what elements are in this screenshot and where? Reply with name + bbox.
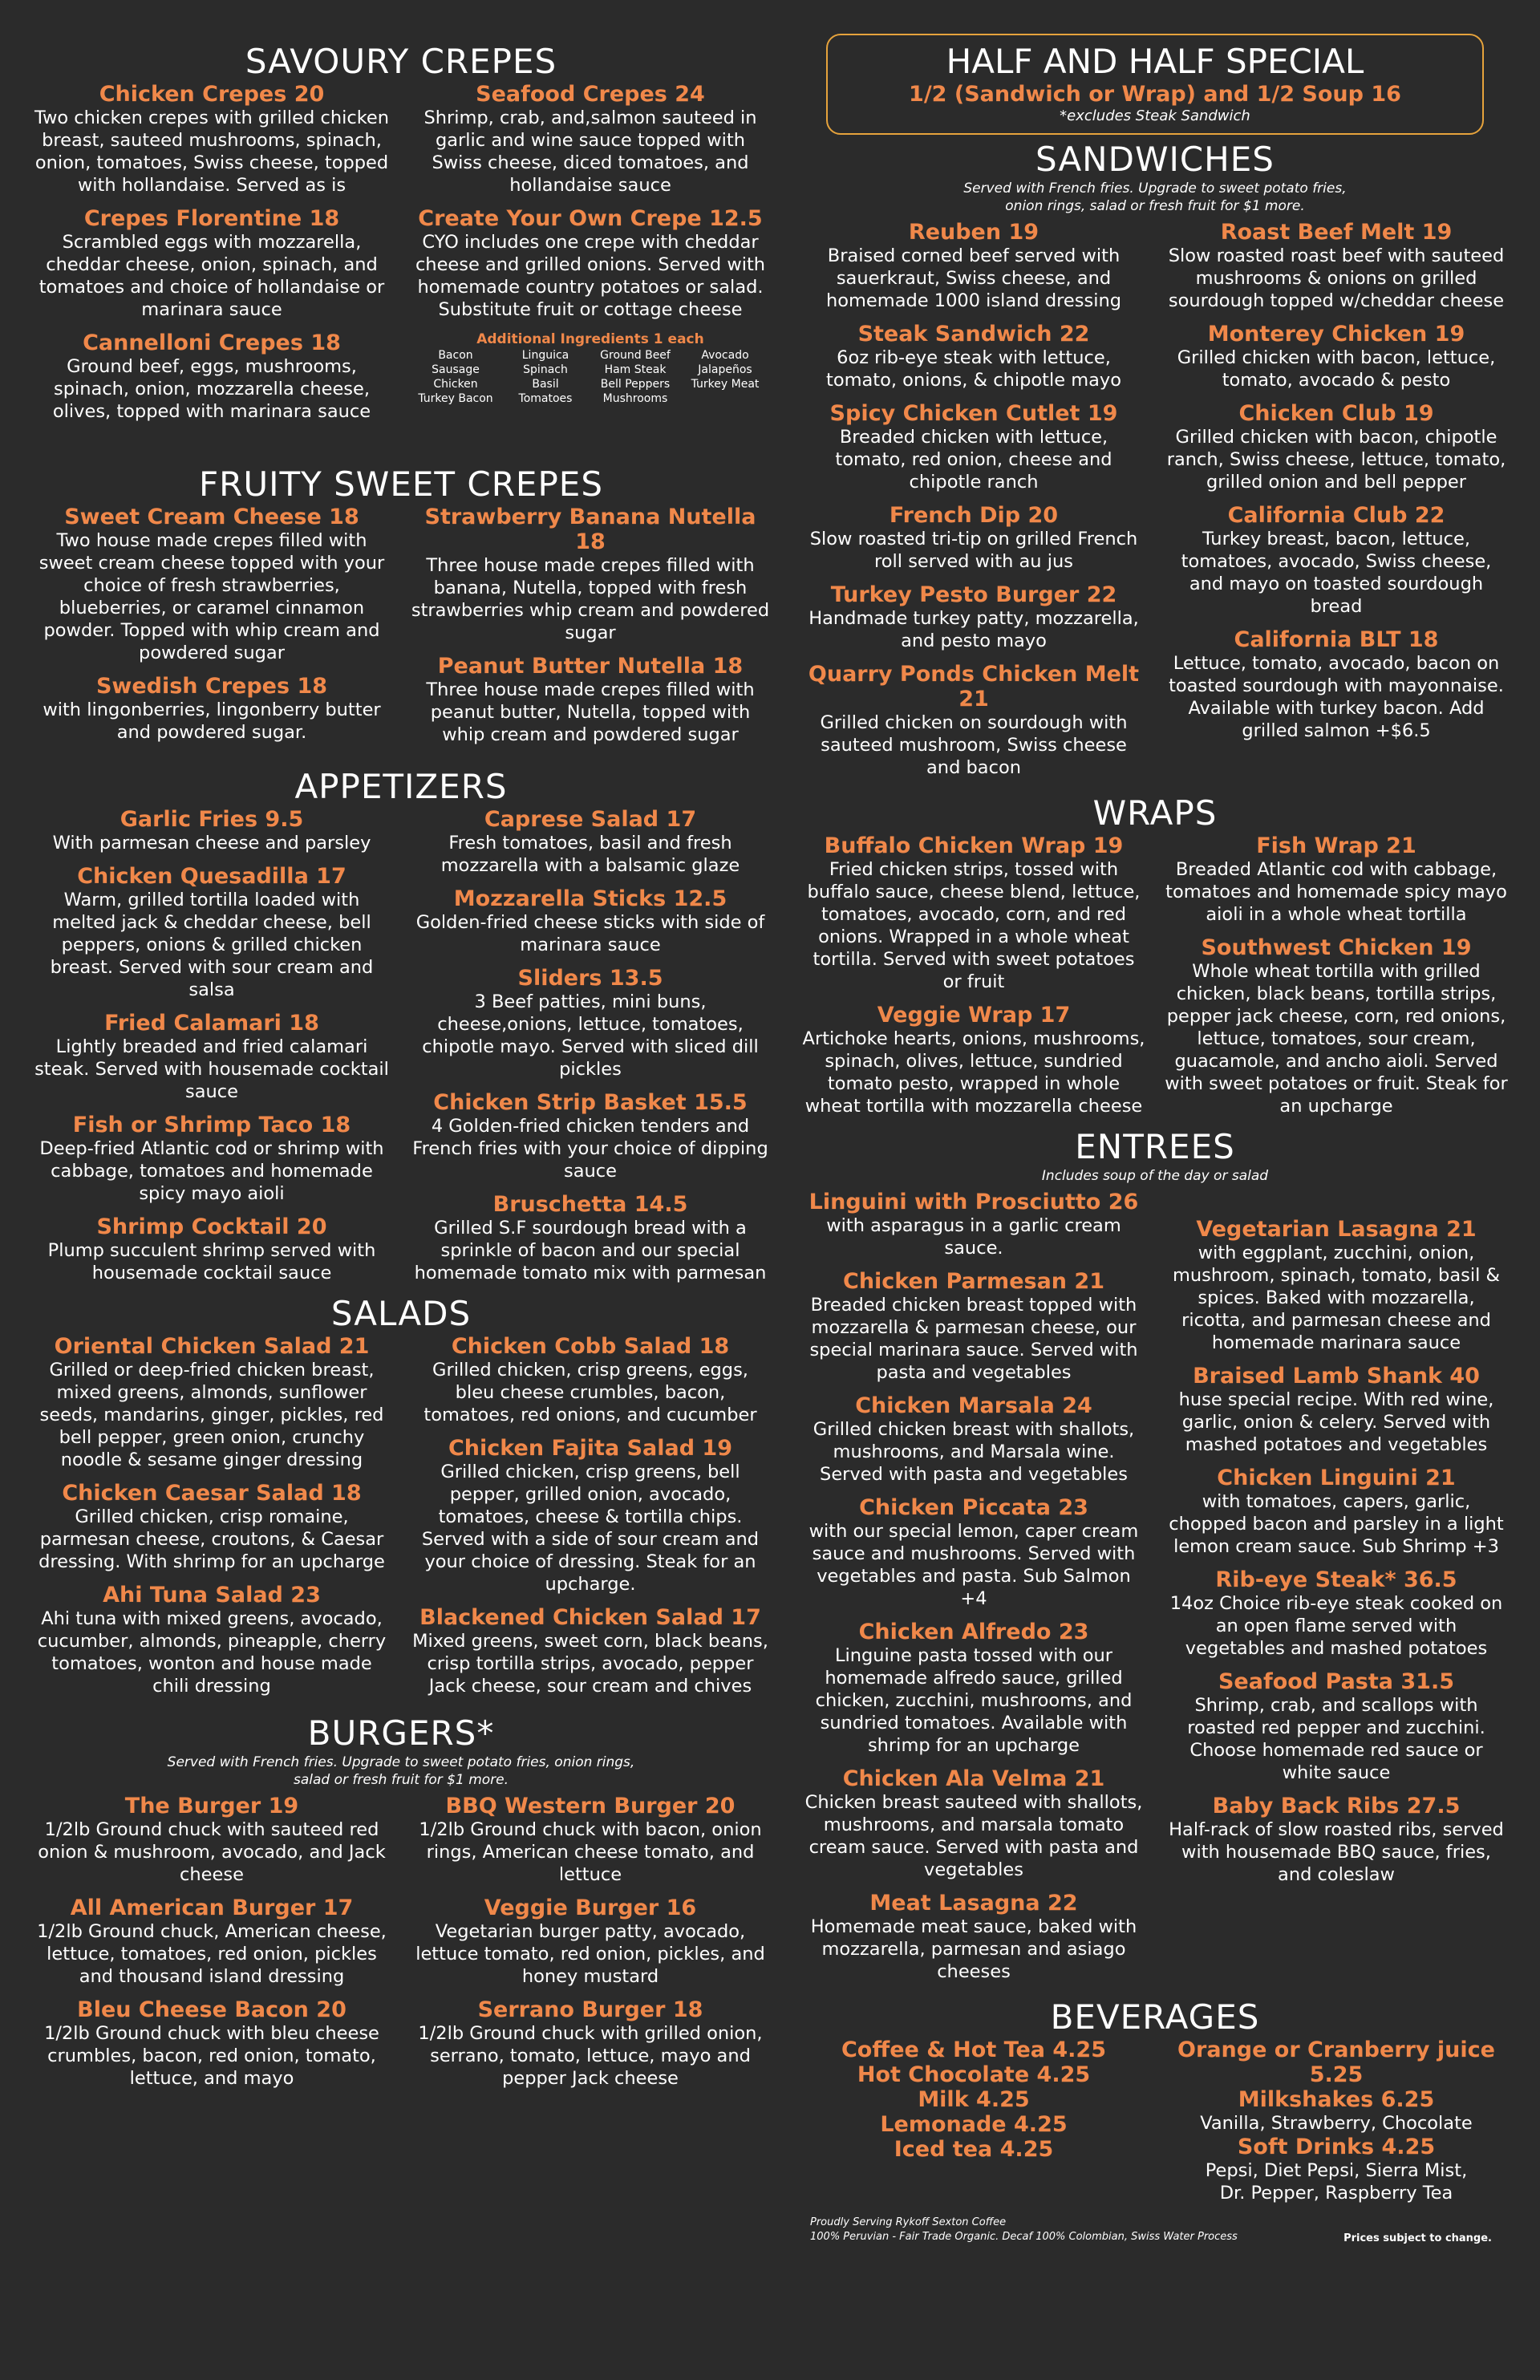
- menu-item: [802, 1766, 1145, 1881]
- item-description: Golden-fried cheese sticks with side of marinara sauce: [415, 912, 765, 955]
- menu-item: [32, 1583, 391, 1697]
- menu-item: [411, 654, 770, 746]
- menu-item: [411, 807, 770, 877]
- item-name: Chicken Alfredo 23: [858, 1620, 1089, 1644]
- item-description: Grilled chicken with bacon, chipotle ranch, Swiss cheese, lettuce, tomato, grilled onion and bell pepper: [1166, 427, 1506, 493]
- item-name: Rib-eye Steak* 36.5: [1215, 1567, 1457, 1592]
- item-name: California BLT 18: [1234, 627, 1439, 652]
- item-name: Chicken Quesadilla 17: [77, 864, 346, 889]
- item-description: with our special lemon, caper cream sauce and mushrooms. Served with vegetables and pasta. Sub Salmon +4: [808, 1521, 1139, 1609]
- menu-item: [32, 82, 391, 197]
- menu-item: [32, 206, 391, 321]
- item-description: Linguine pasta tossed with our homemade alfredo sauce, grilled chicken, zucchini, mushrooms, and sundried tomatoes. Available with shrimp for an upcharge: [815, 1645, 1133, 1756]
- item-description: Deep-fried Atlantic cod or shrimp with cabbage, tomatoes and homemade spicy mayo aioli: [39, 1138, 384, 1204]
- ingredient: Mushrooms: [602, 392, 668, 405]
- item-description: 14oz Choice rib-eye steak cooked on an open flame served with vegetables and mashed potatoes: [1169, 1593, 1503, 1659]
- item-name: Chicken Linguini 21: [1217, 1466, 1456, 1490]
- item-name: Braised Lamb Shank 40: [1193, 1364, 1480, 1389]
- item-description: Shrimp, crab, and scallops with roasted red pepper and zucchini. Choose homemade red sauce or white sauce: [1187, 1695, 1485, 1783]
- item-name: French Dip 20: [889, 503, 1059, 528]
- ingredient: [680, 391, 770, 406]
- item-description: 6oz rib-eye steak with lettuce, tomato, onions, & chipotle mayo: [826, 347, 1121, 391]
- menu-item: [411, 1895, 770, 1988]
- menu-item: [1165, 220, 1508, 312]
- sandwiches-section: [802, 140, 1508, 789]
- ingredient: Bacon: [438, 349, 473, 362]
- item-description: Lightly breaded and fried calamari steak. Served with housemade cocktail sauce: [34, 1036, 389, 1102]
- section-title: APPETIZERS: [294, 767, 508, 806]
- item-name: Meat Lasagna 22: [869, 1891, 1078, 1916]
- item-name: BBQ Western Burger 20: [445, 1794, 736, 1818]
- item-description: 1/2lb Ground chuck, American cheese, lettuce, tomatoes, red onion, pickles and thousand island dressing: [37, 1921, 387, 1987]
- menu-column: [1165, 220, 1508, 789]
- menu-item: [32, 1997, 391, 2090]
- item-description: Mixed greens, sweet corn, black beans, crisp tortilla strips, avocado, pepper Jack cheese, sour cream and chives: [412, 1631, 768, 1697]
- prices-note: Prices subject to change.: [1343, 2232, 1492, 2244]
- item-description: 1/2lb Ground chuck with bacon, onion rings, American cheese tomato, and lettuce: [419, 1819, 762, 1885]
- item-description: Grilled chicken breast with shallots, mushrooms, and Marsala wine. Served with pasta and vegetables: [813, 1419, 1135, 1485]
- menu-item: [411, 1997, 770, 2090]
- item-description: with asparagus in a garlic cream sauce.: [826, 1215, 1121, 1259]
- item-description: Fresh tomatoes, basil and fresh mozzarella with a balsamic glaze: [440, 833, 740, 876]
- ingredient: Basil: [532, 378, 559, 391]
- beverage-name: Soft Drinks 4.25: [1237, 2135, 1436, 2159]
- item-name: Oriental Chicken Salad 21: [54, 1334, 370, 1359]
- menu-item: [802, 1003, 1145, 1117]
- item-name: All American Burger 17: [70, 1895, 354, 1920]
- salads-section: [32, 1294, 770, 1707]
- menu-item: [1165, 401, 1508, 493]
- item-name: Mozzarella Sticks 12.5: [453, 886, 727, 911]
- additional-ingredients: [411, 330, 770, 406]
- beverage-name: Coffee & Hot Tea 4.25: [841, 2037, 1107, 2062]
- item-name: Veggie Burger 16: [484, 1895, 697, 1920]
- special-title: HALF AND HALF SPECIAL: [946, 42, 1364, 81]
- item-name: Vegetarian Lasagna 21: [1196, 1217, 1477, 1242]
- item-description: Whole wheat tortilla with grilled chicken, black beans, tortilla strips, pepper jack cheese, corn, red onions, lettuce, tomatoes, sour cream, guacamole, and ancho aioli. Served with sweet potatoes or fruit. Steak for an upcharge: [1165, 961, 1508, 1117]
- menu-item: [411, 505, 770, 644]
- item-name: Spicy Chicken Cutlet 19: [829, 401, 1118, 426]
- item-name: Cannelloni Crepes 18: [83, 330, 341, 355]
- beverage-name: Iced tea 4.25: [894, 2137, 1054, 2162]
- section-title: BEVERAGES: [1050, 1997, 1260, 2037]
- item-description: 1/2lb Ground chuck with grilled onion, serrano, tomato, lettuce, mayo and pepper Jack cheese: [418, 2023, 763, 2089]
- item-name: Fried Calamari 18: [104, 1011, 319, 1036]
- item-name: Steak Sandwich 22: [857, 322, 1090, 347]
- item-name: Chicken Ala Velma 21: [842, 1766, 1105, 1791]
- item-name: The Burger 19: [124, 1794, 299, 1818]
- item-description: Grilled chicken with bacon, lettuce, tomato, avocado & pesto: [1177, 347, 1496, 391]
- item-name: Blackened Chicken Salad 17: [419, 1605, 761, 1630]
- item-name: Roast Beef Melt 19: [1220, 220, 1453, 245]
- menu-item: [1165, 1364, 1508, 1456]
- menu-item: [411, 1605, 770, 1697]
- savoury-crepes-section: [32, 42, 770, 432]
- item-name: Veggie Wrap 17: [877, 1003, 1071, 1028]
- item-name: Chicken Crepes 20: [99, 82, 325, 107]
- item-description: 1/2lb Ground chuck with bleu cheese crumbles, bacon, red onion, tomato, lettuce, and mayo: [44, 2023, 379, 2089]
- item-name: Garlic Fries 9.5: [120, 807, 304, 832]
- beverage-name: Hot Chocolate 4.25: [857, 2062, 1091, 2087]
- menu-item: [802, 503, 1145, 573]
- beverage-name: Orange or Cranberry juice 5.25: [1177, 2037, 1495, 2087]
- item-name: Quarry Ponds Chicken Melt 21: [808, 662, 1140, 712]
- menu-item: [32, 505, 391, 664]
- item-name: Baby Back Ribs 27.5: [1212, 1794, 1461, 1818]
- item-description: Slow roasted tri-tip on grilled French roll served with au jus: [809, 529, 1138, 572]
- additional-ingredients-title: Additional Ingredients 1 each: [476, 331, 704, 347]
- item-description: Homemade meat sauce, baked with mozzarella, parmesan and asiago cheeses: [810, 1916, 1137, 1982]
- item-description: Artichoke hearts, onions, mushrooms, spinach, olives, lettuce, sundried tomato pesto, wrapped in whole wheat tortilla with mozzarella cheese: [802, 1028, 1145, 1117]
- menu-item: [1165, 833, 1508, 926]
- item-description: CYO includes one crepe with cheddar cheese and grilled onions. Served with homemade country potatoes or salad. Substitute fruit or cottage cheese: [415, 232, 766, 320]
- ingredient: Tomatoes: [518, 392, 573, 405]
- item-description: Breaded Atlantic cod with cabbage, tomatoes and homemade spicy mayo aioli in a whole wheat tortilla: [1165, 859, 1507, 925]
- item-description: Two house made crepes filled with sweet cream cheese topped with your choice of fresh strawberries, blueberries, or caramel cinnamon powder. Topped with whip cream and powdered sugar: [38, 530, 385, 663]
- menu-item: [32, 807, 391, 854]
- special-excludes: *excludes Steak Sandwich: [1060, 107, 1250, 124]
- item-description: Grilled chicken on sourdough with sauteed mushroom, Swiss cheese and bacon: [820, 712, 1128, 778]
- menu-item: [802, 322, 1145, 391]
- item-name: Chicken Club 19: [1238, 401, 1434, 426]
- item-description: 4 Golden-fried chicken tenders and French fries with your choice of dipping sauce: [412, 1116, 768, 1182]
- item-description: Grilled chicken, crisp greens, bell pepper, grilled onion, avocado, tomatoes, cheese & tortilla chips. Served with a side of sour cream and your choice of dressing. Steak for an upcharge.: [421, 1462, 760, 1595]
- section-title: BURGERS*: [307, 1713, 495, 1753]
- menu-item: [411, 1334, 770, 1426]
- item-description: Two chicken crepes with grilled chicken breast, sauteed mushrooms, spinach, onion, tomatoes, Swiss cheese, topped with hollandaise. Served as is: [34, 107, 390, 196]
- item-description: Handmade turkey patty, mozzarella, and pesto mayo: [808, 608, 1139, 651]
- item-description: Breaded chicken breast topped with mozzarella & parmesan cheese, our special marinara sauce. Served with pasta and vegetables: [809, 1295, 1138, 1383]
- item-name: Caprese Salad 17: [484, 807, 697, 832]
- item-description: Grilled or deep-fried chicken breast, mixed greens, almonds, sunflower seeds, mandarins, ginger, pickles, red bell pepper, green onion, crunchy noodle & sesame ginger dressing: [39, 1360, 384, 1470]
- menu-item: [411, 82, 770, 197]
- item-description: Plump succulent shrimp served with housemade cocktail sauce: [47, 1240, 376, 1283]
- item-description: Fried chicken strips, tossed with buffalo sauce, cheese blend, lettuce, tomatoes, avocado, corn, and red onions. Wrapped in a whole wheat tortilla. Served with sweet potatoes or fruit: [807, 859, 1141, 992]
- item-description: With parmesan cheese and parsley: [52, 833, 371, 853]
- item-name: Southwest Chicken 19: [1201, 935, 1472, 960]
- item-name: Chicken Caesar Salad 18: [62, 1481, 362, 1506]
- footer: [802, 2216, 1508, 2244]
- menu-item: [411, 1090, 770, 1182]
- item-description: Three house made crepes filled with banana, Nutella, topped with fresh strawberries whip cream and powdered sugar: [411, 555, 770, 643]
- menu-item: [1165, 1794, 1508, 1886]
- section-note: Served with French fries. Upgrade to sweet potato fries, onion rings, salad or fresh fruit for $1 more.: [963, 180, 1347, 214]
- menu-item: [32, 1895, 391, 1988]
- ingredient: Ham Steak: [604, 363, 667, 376]
- item-description: Vegetarian burger patty, avocado, lettuce tomato, red onion, pickles, and honey mustard: [415, 1921, 765, 1987]
- ingredient: Turkey Meat: [691, 378, 760, 391]
- item-name: Peanut Butter Nutella 18: [437, 654, 744, 679]
- item-description: Braised corned beef served with sauerkraut, Swiss cheese, and homemade 1000 island dressing: [825, 245, 1121, 311]
- beverage-name: Milkshakes 6.25: [1238, 2087, 1435, 2112]
- item-description: with eggplant, zucchini, onion, mushroom, spinach, tomato, basil & spices. Baked with mozzarella, ricotta, and parmesan cheese and homemade marinara sauce: [1172, 1243, 1501, 1353]
- menu-item: [802, 1891, 1145, 1983]
- coffee-note: [810, 2216, 1238, 2244]
- item-name: Serrano Burger 18: [477, 1997, 703, 2022]
- ingredient: Avocado: [701, 349, 749, 362]
- beverage-desc: Vanilla, Strawberry, Chocolate: [1200, 2113, 1473, 2134]
- item-name: Chicken Marsala 24: [855, 1393, 1092, 1418]
- menu-item: [32, 1214, 391, 1284]
- menu-item: [1165, 503, 1508, 618]
- item-name: Ahi Tuna Salad 23: [103, 1583, 321, 1608]
- menu-item: [802, 1495, 1145, 1610]
- section-title: SANDWICHES: [1035, 140, 1275, 179]
- item-name: Swedish Crepes 18: [95, 674, 328, 699]
- menu-item: [411, 1436, 770, 1595]
- menu-item: [1165, 627, 1508, 742]
- item-name: Crepes Florentine 18: [83, 206, 340, 231]
- item-name: Chicken Cobb Salad 18: [451, 1334, 730, 1359]
- special-subtitle: 1/2 (Sandwich or Wrap) and 1/2 Soup 16: [909, 82, 1401, 107]
- item-name: Strawberry Banana Nutella 18: [424, 505, 756, 554]
- item-name: Linguini with Prosciutto 26: [808, 1190, 1139, 1214]
- burgers-section: [32, 1713, 770, 2099]
- menu-column: [32, 1794, 391, 2099]
- menu-item: [802, 401, 1145, 493]
- item-description: Scrambled eggs with mozzarella, cheddar cheese, onion, spinach, and tomatoes and choice of hollandaise or marinara sauce: [38, 232, 385, 320]
- menu-column: [411, 1794, 770, 2099]
- menu-item: [32, 864, 391, 1001]
- item-name: Monterey Chicken 19: [1207, 322, 1465, 347]
- menu-column: [802, 833, 1145, 1127]
- ingredient: Chicken: [433, 378, 478, 391]
- menu-column: [802, 1190, 1145, 1993]
- ingredient: Jalapeños: [698, 363, 752, 376]
- item-description: Three house made crepes filled with peanut butter, Nutella, topped with whip cream and powdered sugar: [426, 679, 755, 745]
- item-name: Chicken Strip Basket 15.5: [433, 1090, 748, 1115]
- menu-column: [32, 82, 391, 432]
- item-name: Chicken Fajita Salad 19: [448, 1436, 733, 1461]
- menu-item: [32, 674, 391, 744]
- item-description: 1/2lb Ground chuck with sauteed red onion & mushroom, avocado, and Jack cheese: [38, 1819, 386, 1885]
- wraps-section: [802, 793, 1508, 1127]
- menu-item: [32, 330, 391, 423]
- item-description: Half-rack of slow roasted ribs, served with housemade BBQ sauce, fries, and coleslaw: [1169, 1819, 1504, 1885]
- menu-item: [1165, 1567, 1508, 1660]
- section-title: SAVOURY CREPES: [245, 42, 557, 81]
- item-description: Turkey breast, bacon, lettuce, tomatoes, avocado, Swiss cheese, and mayo on toasted sourdough bread: [1181, 529, 1492, 617]
- menu-item: [802, 1620, 1145, 1757]
- item-description: Ahi tuna with mixed greens, avocado, cucumber, almonds, pineapple, cherry tomatoes, wonton and house made chili dressing: [37, 1608, 387, 1697]
- menu-item: [32, 1481, 391, 1573]
- section-note: Served with French fries. Upgrade to sweet potato fries, onion rings, salad or fresh fruit for $1 more.: [167, 1754, 635, 1788]
- menu-column: [802, 220, 1145, 789]
- half-and-half-special-box: [826, 34, 1484, 135]
- item-description: 3 Beef patties, mini buns, cheese,onions, lettuce, tomatoes, chipotle mayo. Served with sliced dill pickles: [422, 991, 759, 1080]
- menu-item: [411, 1192, 770, 1284]
- item-name: Chicken Parmesan 21: [843, 1269, 1104, 1294]
- item-name: Turkey Pesto Burger 22: [830, 582, 1117, 607]
- menu-column: [1165, 1190, 1508, 1993]
- beverage-desc: Pepsi, Diet Pepsi, Sierra Mist, Dr. Pepper, Raspberry Tea: [1205, 2160, 1468, 2204]
- menu-item: [411, 886, 770, 956]
- menu-column: [1165, 833, 1508, 1127]
- menu-column: [32, 807, 391, 1294]
- beverages-section: [802, 1997, 1508, 2204]
- item-name: Seafood Pasta 31.5: [1218, 1669, 1455, 1694]
- beverage-name: Lemonade 4.25: [880, 2112, 1068, 2137]
- item-description: Grilled S.F sourdough bread with a sprinkle of bacon and our special homemade tomato mix with parmesan: [414, 1218, 767, 1283]
- item-description: Ground beef, eggs, mushrooms, spinach, onion, mozzarella cheese, olives, topped with marinara sauce: [52, 356, 371, 422]
- entrees-section: [802, 1127, 1508, 1993]
- item-description: Chicken breast sauteed with shallots, mushrooms, and marsala tomato cream sauce. Served with pasta and vegetables: [804, 1792, 1143, 1880]
- menu-item: [802, 1393, 1145, 1486]
- menu-column: [411, 807, 770, 1294]
- menu-item: [1165, 1669, 1508, 1784]
- left-column: [32, 0, 770, 2099]
- item-name: Bleu Cheese Bacon 20: [77, 1997, 346, 2022]
- menu-column: [411, 82, 770, 432]
- ingredient: Spinach: [523, 363, 568, 376]
- coffee-note-line: 100% Peruvian - Fair Trade Organic. Decaf 100% Colombian, Swiss Water Process: [810, 2231, 1238, 2243]
- right-column: [802, 0, 1508, 2244]
- ingredient: Linguica: [521, 349, 569, 362]
- menu-item: [411, 966, 770, 1081]
- section-title: ENTREES: [1075, 1127, 1235, 1166]
- item-description: Breaded chicken with lettuce, tomato, red onion, cheese and chipotle ranch: [835, 427, 1112, 493]
- menu-item: [802, 220, 1145, 312]
- menu-item: [802, 1269, 1145, 1384]
- menu-item: [1165, 1217, 1508, 1354]
- menu-item: [32, 1011, 391, 1103]
- item-description: Slow roasted roast beef with sauteed mushrooms & onions on grilled sourdough topped w/cheddar cheese: [1168, 245, 1505, 311]
- appetizers-section: [32, 767, 770, 1294]
- ingredient: Ground Beef: [600, 349, 671, 362]
- item-name: Sweet Cream Cheese 18: [64, 505, 359, 529]
- item-name: Fish Wrap 21: [1256, 833, 1416, 858]
- menu-item: [1165, 1466, 1508, 1558]
- item-name: Shrimp Cocktail 20: [96, 1214, 327, 1239]
- coffee-note-line: Proudly Serving Rykoff Sexton Coffee: [810, 2216, 1007, 2228]
- section-title: SALADS: [330, 1294, 472, 1333]
- menu-item: [1165, 935, 1508, 1117]
- item-description: with tomatoes, capers, garlic, chopped bacon and parsley in a light lemon cream sauce. Sub Shrimp +3: [1169, 1491, 1504, 1557]
- beverages-right: [1165, 2037, 1508, 2204]
- item-description: huse special recipe. With red wine, garlic, onion & celery. Served with mashed potatoes and vegetables: [1178, 1389, 1494, 1455]
- item-name: Bruschetta 14.5: [492, 1192, 688, 1217]
- menu-item: [411, 1794, 770, 1886]
- menu-item: [32, 1334, 391, 1471]
- item-name: Reuben 19: [908, 220, 1040, 245]
- menu-item: [802, 1190, 1145, 1259]
- section-title: WRAPS: [1092, 793, 1218, 833]
- item-name: Create Your Own Crepe 12.5: [418, 206, 763, 231]
- item-description: Grilled chicken, crisp greens, eggs, bleu cheese crumbles, bacon, tomatoes, red onions, and cucumber: [424, 1360, 757, 1425]
- menu-item: [802, 662, 1145, 779]
- item-description: Shrimp, crab, and,salmon sauteed in garlic and wine sauce topped with Swiss cheese, diced tomatoes, and hollandaise sauce: [424, 107, 757, 196]
- menu-column: [411, 1334, 770, 1707]
- menu-item: [32, 1113, 391, 1205]
- item-description: with lingonberries, lingonberry butter and powdered sugar.: [43, 699, 381, 743]
- item-name: Buffalo Chicken Wrap 19: [824, 833, 1124, 858]
- menu-item: [802, 582, 1145, 652]
- ingredient: Sausage: [432, 363, 480, 376]
- beverage-name: Milk 4.25: [918, 2087, 1030, 2112]
- item-name: California Club 22: [1227, 503, 1445, 528]
- menu-item: [32, 1794, 391, 1886]
- item-name: Chicken Piccata 23: [859, 1495, 1088, 1520]
- ingredient: Bell Peppers: [600, 378, 671, 391]
- section-title: FRUITY SWEET CREPES: [199, 464, 603, 504]
- item-name: Sliders 13.5: [517, 966, 663, 991]
- section-note: Includes soup of the day or salad: [1041, 1168, 1269, 1184]
- additional-ingredients-list: [411, 348, 770, 406]
- menu-column: [32, 1334, 391, 1707]
- menu-item: [411, 206, 770, 321]
- menu-item: [802, 833, 1145, 993]
- menu-item: [1165, 322, 1508, 391]
- item-name: Fish or Shrimp Taco 18: [72, 1113, 351, 1137]
- ingredient: Turkey Bacon: [418, 392, 493, 405]
- item-name: Seafood Crepes 24: [476, 82, 705, 107]
- menu-column: [411, 505, 770, 756]
- menu-column: [32, 505, 391, 756]
- beverages-left: [802, 2037, 1145, 2204]
- item-description: Warm, grilled tortilla loaded with melted jack & cheddar cheese, bell peppers, onions & grilled chicken breast. Served with sour cream and salsa: [50, 890, 374, 1000]
- fruity-sweet-crepes-section: [32, 464, 770, 756]
- item-description: Grilled chicken, crisp romaine, parmesan cheese, croutons, & Caesar dressing. With shrimp for an upcharge: [38, 1506, 385, 1572]
- item-description: Lettuce, tomato, avocado, bacon on toasted sourdough with mayonnaise. Available with turkey bacon. Add grilled salmon +$6.5: [1169, 653, 1504, 741]
